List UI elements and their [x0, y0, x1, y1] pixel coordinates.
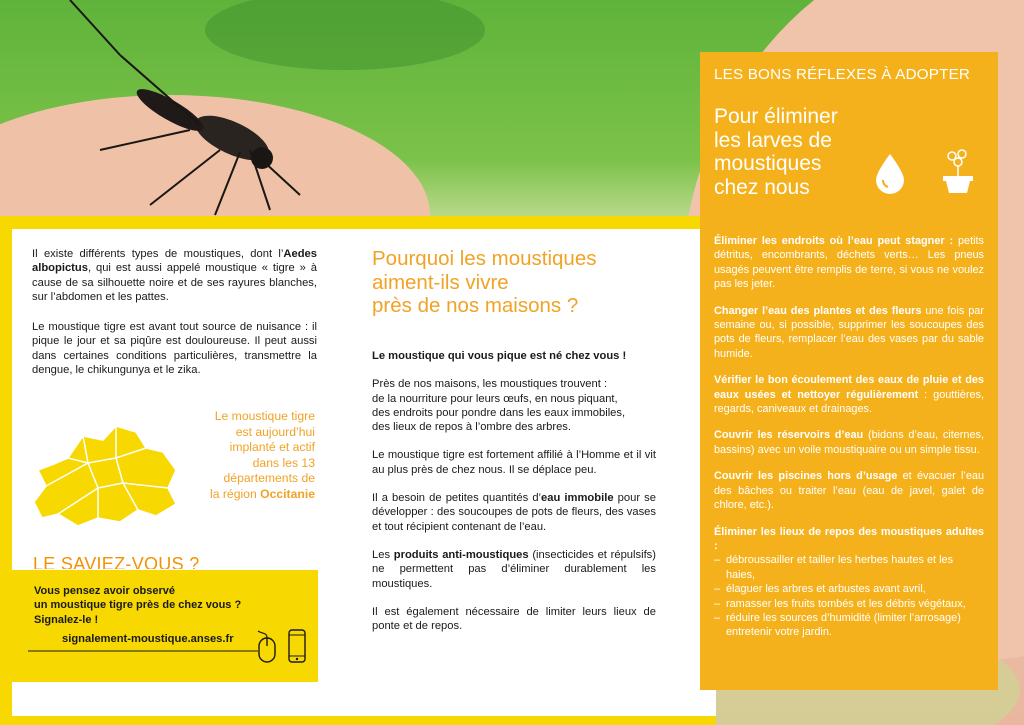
nuisance-text: Le moustique tigre est avant tout source de nuisance : il pique le jour et sa piqûre est douloureuse. Il peut aussi dans certaines conditions particulières, transmettre la dengue, le chikungunya et le zika. — [32, 321, 317, 376]
middle-lead: Le moustique qui vous pique est né chez vous ! — [372, 350, 627, 362]
signal-line: Signalez-le ! — [34, 613, 99, 626]
reflex-item — [714, 428, 984, 457]
middle-text — [372, 349, 656, 647]
reflex-item-lead: Vérifier le bon écoulement des eaux de pluie et des eaux usées et nettoyer régulièrement — [714, 374, 984, 401]
reflex-item — [714, 469, 984, 512]
reflex-list — [714, 234, 984, 640]
signal-text — [34, 584, 294, 627]
map-caption-line — [180, 487, 315, 503]
middle-title-line: Pourquoi les moustiques — [372, 247, 597, 270]
middle-p4 — [372, 548, 656, 591]
list-item: – ramasser les fruits tombés et les débris végétaux, — [714, 597, 984, 611]
occitanie-map-icon — [28, 418, 188, 528]
species-name: Aedes albopictus — [32, 248, 317, 275]
signal-line: Vous pensez avoir observé — [34, 585, 176, 597]
map-caption-line: Le moustique tigre — [214, 409, 315, 423]
list-item: – réduire les sources d’humidité (limiter l’arrosage) entretenir votre jardin. — [714, 611, 984, 640]
reflex-item-text: et évacuer l’eau des bâches ou traiter l’eau (eau de javel, galet de chlore, etc.). — [714, 470, 984, 512]
intro-text: Il existe différents types de moustiques, dont l’ — [32, 248, 284, 260]
signal-box — [12, 570, 318, 682]
reflex-item-lead: Couvrir les piscines hors d’usage — [714, 470, 898, 483]
middle-p5: Il est également nécessaire de limiter leurs lieux de ponte et de repos. — [372, 605, 656, 633]
map-caption-line: implanté et actif — [229, 440, 315, 454]
computer-mouse-icon — [256, 630, 278, 664]
divider-line — [28, 650, 258, 652]
middle-p3-bold: eau immobile — [541, 492, 614, 505]
reflex-item-lead: Couvrir les réservoirs d’eau — [714, 429, 864, 442]
reflex-item-text: : gouttières, regards, caniveaux et drainages. — [714, 388, 984, 416]
signal-line: un moustique tigre près de chez vous ? — [34, 599, 242, 612]
middle-p1-line: de la nourriture pour leurs œufs, en nous piquant, — [372, 392, 618, 405]
reflex-item-lead: Éliminer les lieux de repos des moustiques adultes : — [714, 525, 984, 552]
nuisance-paragraph — [32, 320, 317, 377]
map-caption — [180, 409, 315, 502]
middle-p4-text-end: (insecticides et répulsifs) ne permettent pas d’éliminer durablement les moustiques. — [372, 548, 657, 590]
reflex-item — [714, 234, 984, 292]
reflex-panel — [700, 52, 998, 690]
reflex-header: LES BONS RÉFLEXES À ADOPTER — [714, 66, 971, 83]
smartphone-icon — [287, 628, 307, 664]
reflex-title — [714, 105, 838, 199]
map-caption-line: dans les 13 — [252, 455, 315, 470]
middle-p4-text: Les — [372, 548, 394, 561]
map-caption-line: est aujourd’hui — [235, 424, 315, 439]
region-name: Occitanie — [260, 486, 315, 501]
reflex-item-lead: Changer l’eau des plantes et des fleurs — [714, 304, 922, 317]
flower-pot-icon — [940, 148, 976, 194]
reflex-item — [714, 373, 984, 416]
reflex-sublist — [714, 553, 984, 639]
middle-p4-bold: produits anti-moustiques — [393, 548, 529, 561]
list-item: – élaguer les arbres et arbustes avant avril, — [714, 582, 984, 596]
middle-p2: Le moustique tigre est fortement affilié à l’Homme et il vit au plus près de chez nous. Il se déplace peu. — [372, 449, 656, 476]
middle-p1-line: des lieux de repos à l’ombre des arbres. — [372, 421, 571, 434]
list-item: – débroussailler et tailler les herbes hautes et les haies, — [714, 553, 984, 582]
reflex-item — [714, 304, 984, 362]
middle-title — [372, 247, 672, 318]
middle-title-line: aiment-ils vivre — [372, 270, 509, 294]
signal-link[interactable]: signalement-moustique.anses.fr — [62, 633, 234, 645]
middle-title-line: près de nos maisons ? — [372, 294, 579, 317]
map-caption-line: départements de — [223, 471, 315, 485]
map-caption-text: la région — [209, 486, 261, 501]
water-drop-icon — [873, 152, 907, 194]
middle-p1-line: des endroits pour pondre dans les eaux immobiles, — [372, 406, 626, 419]
reflex-item-text: petits détritus, encombrants, déchets verts… Les pneus usagés peuvent être remplis de terre, si vous ne voulez pas les jeter. — [714, 235, 984, 291]
reflex-item-lead: Éliminer les endroits où l’eau peut stagner : — [714, 235, 954, 247]
reflex-item-text: (bidons d’eau, citernes, bassins) avec un voile moustiquaire ou un simple tissu. — [714, 429, 984, 456]
middle-p3 — [372, 491, 656, 534]
intro-paragraph — [32, 247, 317, 304]
reflex-title-line: moustiques — [714, 152, 822, 175]
middle-p3-text-end: pour se développer : des soucoupes de pots de fleurs, des vases et tout récipient contenant de l’eau. — [372, 492, 656, 533]
intro-text-end: , qui est aussi appelé moustique « tigre » à cause de sa silhouette noire et de ses rayures blanches, sur l’abdomen et les pattes. — [32, 262, 317, 303]
middle-p3-text: Il a besoin de petites quantités d’ — [372, 492, 542, 505]
reflex-title-line: chez nous — [714, 175, 810, 199]
reflex-title-line: Pour éliminer — [714, 105, 838, 128]
saviez-vous-heading: LE SAVIEZ-VOUS ? — [33, 554, 200, 569]
reflex-title-line: les larves de — [714, 128, 832, 152]
reflex-item — [714, 525, 984, 640]
reflex-item-text: une fois par semaine ou, si possible, supprimer les soucoupes des pots de fleurs, remplacer l’eau des vases par du sable humide. — [714, 304, 984, 360]
middle-p1-line: Près de nos maisons, les moustiques trouvent : — [372, 378, 608, 391]
